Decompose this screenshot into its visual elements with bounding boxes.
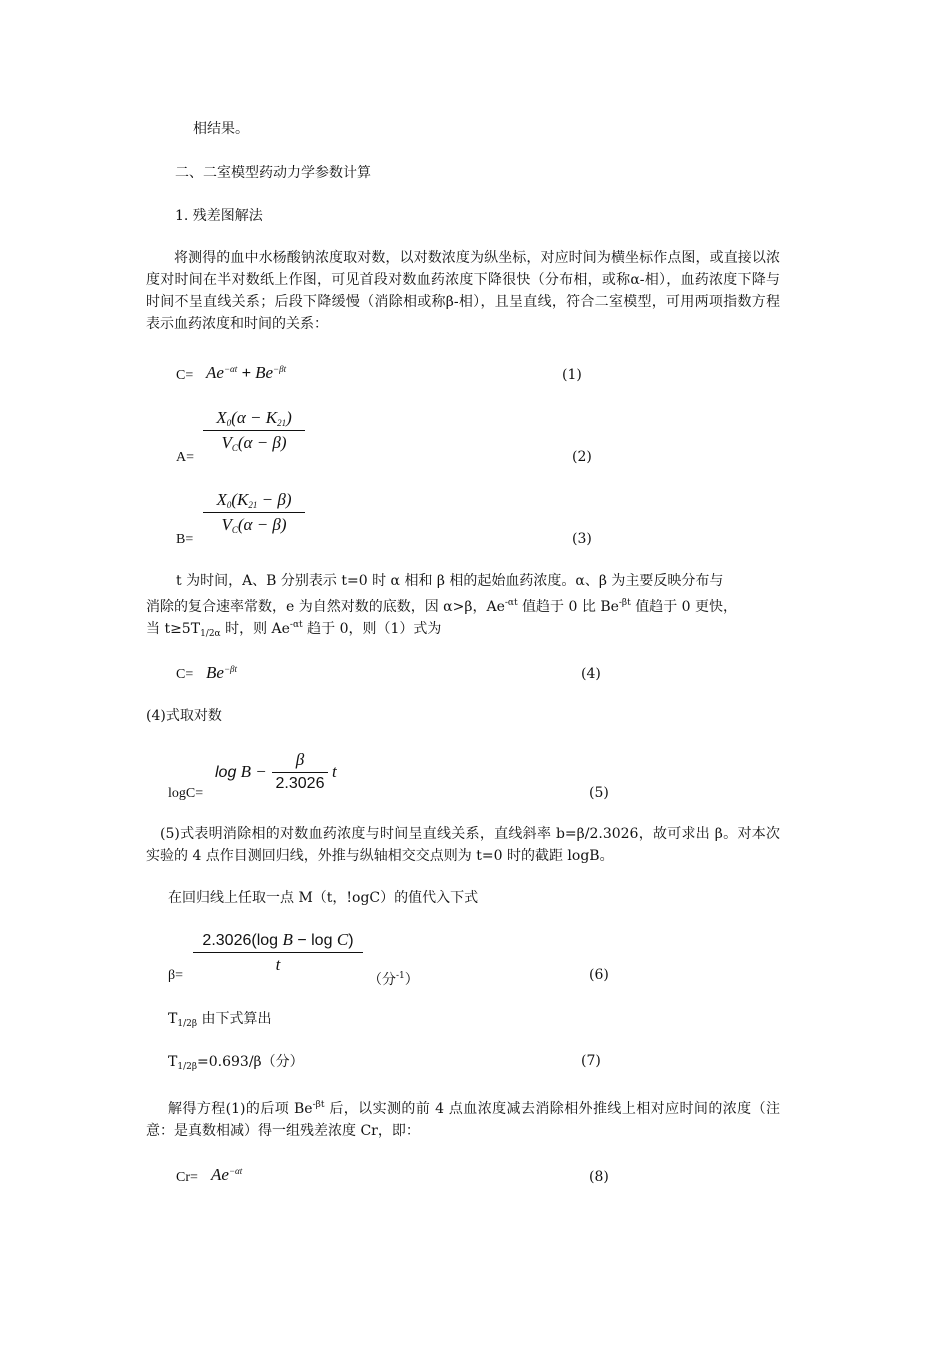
equation-label: β= [168,968,184,983]
equation-label: B= [176,532,194,547]
subsection-heading: 1. 残差图解法 [175,208,263,224]
fraction: β 2.3026 [272,750,328,793]
fraction: 2.3026(log B − log C) t [193,930,363,975]
variable-t: t [332,762,337,781]
equation-label: C= [176,667,194,682]
equation-number: (4) [581,666,601,682]
equation-label: C= [176,368,194,383]
equation-expression: $T_{1/2\beta}=0.693/\beta$（分） [168,1054,304,1072]
section-heading: 二、二室模型药动力学参数计算 [175,165,371,181]
equation-number: (1) [562,367,582,383]
fraction: $X_0(K_{21} - \beta)$ $V_C(\alpha - \beta)$ [203,490,305,535]
equation-label: Cr= [176,1170,198,1185]
equation-expression: log B − [215,762,267,781]
equation-number: (7) [581,1053,601,1069]
equation-expression: $Ae^{-\alpha t}$ [211,1165,243,1184]
paragraph-line: 当 $t\ge 5T_{1/2\alpha}$ 时，则 $Ae^{-\alpha t}$ 趋于 0，则（1）式为 [146,620,442,639]
paragraph: 将测得的血中水杨酸钠浓度取对数，以对数浓度为纵坐标，对应时间为横坐标作点图，或直接以浓度对时间在半对数纸上作图，可见首段对数血药浓度下降很快（分布相，或称α-相），血药浓度下降与时间不呈直线关系；后段下降缓慢（消除相或称β-相），且呈直线，符合二室模型，可用两项指数方程表示血药浓度和时间的关系： [146,250,780,332]
fraction: $X_0(\alpha - K_{21})$ $V_C(\alpha - \beta)$ [203,408,305,453]
equation-number: (5) [589,785,609,801]
equation-number: (6) [589,967,609,983]
paragraph: (5)式表明消除相的对数血药浓度与时间呈直线关系，直线斜率 b=β/2.3026，故可求出 β。对本次实验的 4 点作目测回归线，外推与纵轴相交交点则为 t=0 时的截距 logB。 [146,826,780,864]
equation-number: (2) [572,449,592,465]
equation-number: (3) [572,531,592,547]
text-line: 在回归线上任取一点 M（t，!ogC）的值代入下式 [168,890,479,906]
unit: （分$^{-1}$） [368,971,419,988]
text-line: 相结果。 [193,121,249,137]
paragraph: 解得方程(1)的后项 $Be^{-\beta t}$ 后，以实测的前 4 点血浓度减去消除相外推线上相对应时间的浓度（注意：是真数相减）得一组残差浓度 Cr，即： [146,1100,780,1139]
paragraph-line: t 为时间，A、B 分别表示 t=0 时 α 相和 β 相的起始血药浓度。α、β 为主要反映分布与 [176,573,724,589]
equation-expression: $Ae^{-\alpha t} + Be^{-\beta t}$ [206,363,287,382]
equation-label: A= [176,450,195,465]
text-line: $T_{1/2\beta}$ 由下式算出 [168,1011,272,1029]
equation-label: logC= [168,786,204,801]
paragraph-line: 消除的复合速率常数，e 为自然对数的底数，因 α>β，$Ae^{-\alpha t}$ 值趋于 0 比 $Be^{-\beta t}$ 值趋于 0 更快， [146,598,738,615]
text-line: (4)式取对数 [146,708,222,724]
equation-number: (8) [589,1169,609,1185]
equation-expression: $Be^{-\beta t}$ [206,663,237,682]
